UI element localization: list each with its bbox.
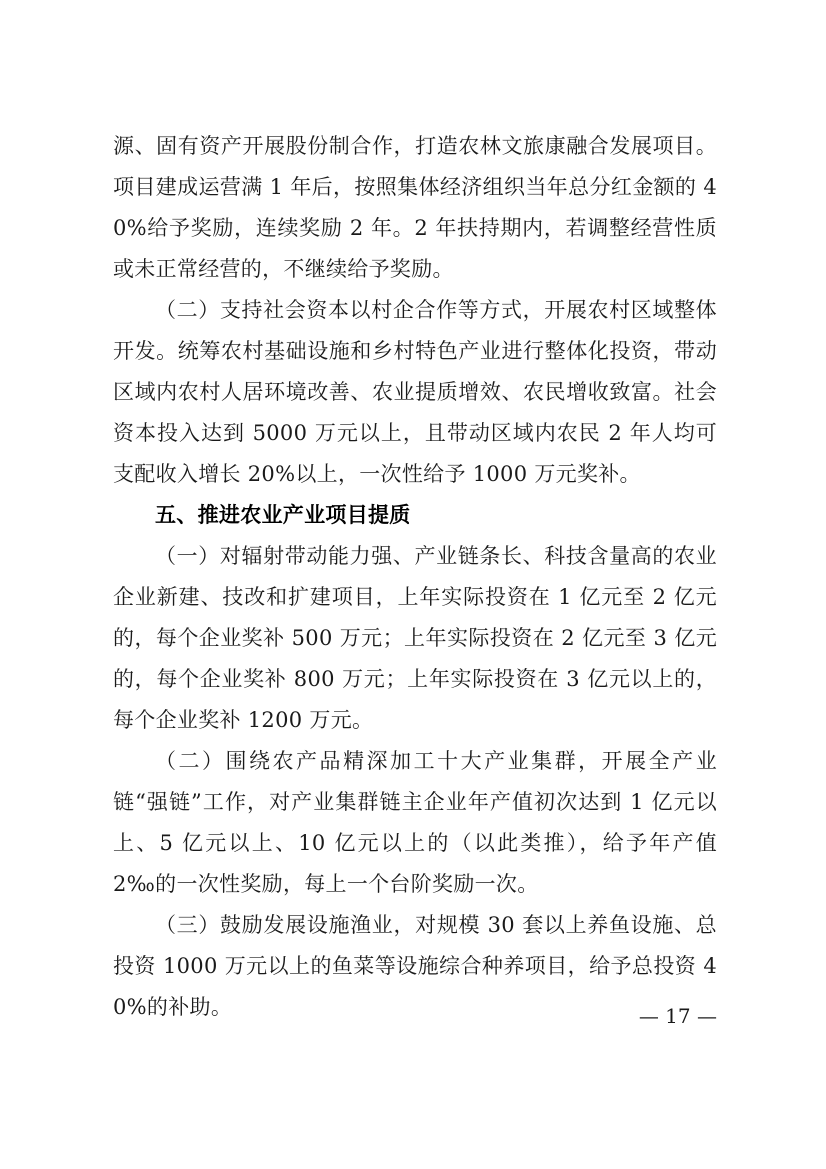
page-number: — 17 — — [638, 1004, 717, 1028]
document-body — [113, 126, 717, 1028]
paragraph-continuation: 源、固有资产开展股份制合作，打造农林文旅康融合发展项目。项目建成运营满 1 年后，按照集体经济组织当年总分红金额的 40%给予奖励，连续奖励 2 年。2 年扶持期内，若调整经营性质或未正常经营的，不继续给予奖励。 — [113, 134, 717, 281]
paragraph: （一）对辐射带动能力强、产业链条长、科技含量高的农业企业新建、技改和扩建项目，上年实际投资在 1 亿元至 2 亿元的，每个企业奖补 500 万元；上年实际投资在 2 亿元至 3 亿元的，每个企业奖补 800 万元；上年实际投资在 3 亿元以上的，每个企业奖补 1200 万元。 — [113, 544, 717, 732]
paragraph: （二）支持社会资本以村企合作等方式，开展农村区域整体开发。统筹农村基础设施和乡村特色产业进行整体化投资，带动区域内农村人居环境改善、农业提质增效、农民增收致富。社会资本投入达到 5000 万元以上，且带动区域内农民 2 年人均可支配收入增长 20%以上，一次性给予 1000 万元奖补。 — [113, 298, 717, 486]
paragraph: （三）鼓励发展设施渔业，对规模 30 套以上养鱼设施、总投资 1000 万元以上的鱼菜等设施综合种养项目，给予总投资 40%的补助。 — [113, 913, 717, 1019]
paragraph: （二）围绕农产品精深加工十大产业集群，开展全产业链“强链”工作，对产业集群链主企业年产值初次达到 1 亿元以上、5 亿元以上、10 亿元以上的（以此类推），给予年产值 2‰的一次性奖励，每上一个台阶奖励一次。 — [113, 749, 717, 896]
section-heading: 五、推进农业产业项目提质 — [155, 503, 411, 527]
